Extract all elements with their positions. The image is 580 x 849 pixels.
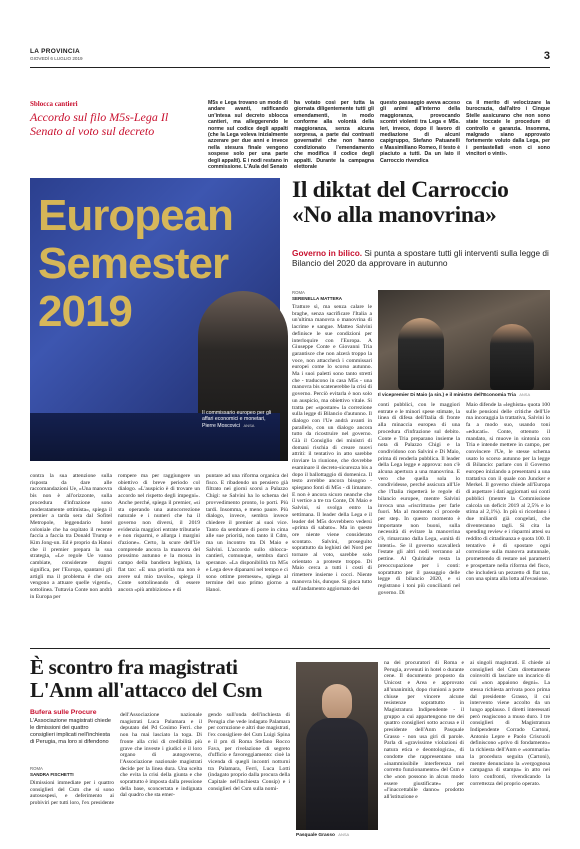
sidebar-col-1: M5s e Lega trovano un modo di andare avanti, ratificando un'intesa sul decreto sblocca cantieri, ma alleggerendo le norme sul codice degli appalti (che la Lega voleva inizialmente azzerare per due anni e invece nella stesura finale vengono sospese solo per una parte degli appalti). E i nodi restano in commissione. L'Aula del Senato (208, 100, 288, 171)
photo-caption-text: Il commissario europeo per gli affari economici e monetari, Pierre Moscovici (202, 410, 272, 429)
page-number: 3 (543, 50, 550, 62)
subheadline-red: Governo in bilico. (292, 248, 363, 258)
photo2-caption-credit: ANSA (519, 392, 531, 397)
photo-caption-credit: ANSA (243, 422, 255, 428)
sidebar-col-2: ha votato così per tutta la giornata diligentemente tutti gli emendamenti, in modo conforme alla volontà della maggioranza, senza alcuna sorpresa, a parte dai contrasti governativi che non hanno condizionato l'emendamento che modifica il codice degli appalti. Durante la campagna elettorale (294, 100, 374, 171)
photo2-figure-2 (490, 324, 534, 390)
header-rule (30, 67, 550, 68)
bottom-photo-caption-credit: ANSA (338, 832, 350, 837)
bottom-headline: È scontro fra magistrati L'Anm all'attacco del Csm (30, 655, 263, 702)
main-col-a: Tratture sì, ma senza calare le braghe, senza sacrificare l'Italia a un'ultima manovra o manovrina di lacrime e sangue. Matteo Salvini definisce le sue condizioni per interloquire con l'Europa. A Giuseppe Conte e Giovanni Tria garantisce che non alzerà troppo la voce, non attaccherà i commissari europei come lo scorso autunno. Ma i suoi paletti sono tanto stretti che - traducono in casa M5s - una manovra bis scatenerebbe la crisi di governo. Perciò evitarla è non solo un auspicio, ma obiettivo vitale. Si tratta per «spostare» la correzione sulla legge di Bilancio d'autunno. Il dialogo con l'Ue andrà avanti in parallelo, con un dialogo ancora tutto da ricostruire nel governo. Già il Consiglio dei ministri di domani rischia di creare nuovi attriti: il tentativo in atto sarebbe rinviare la riunione, che dovrebbe esaminare il decreto-sicurezza bis a dopo il ballottaggio di domenica. Il testo avrebbe ancora bisogno - spiegano fonti di M5s - di limature. E non è ancora sicuro neanche che il vertice a tre tra Conte, Di Maio e Salvini, si svolga entro la settimana. Il leader della Lega e il leader del M5s dovrebbero vedersi «prima di sabato». Ma in queste ore niente viene considerato scontato. Salvini, proseguito soprattutto da leghisti del Nord per tornare al voto, sarebbe solo orientato a proteste troppo. Di Maio cerca a tutti i costi di rimettere insieme i cocci. Niente manovra bis, dunque. Si gioca tutto sull'andamento aggiornato dei (292, 304, 372, 592)
photo-grasso-body (306, 718, 368, 830)
main-col-b: conti pubblici, con le maggiori entrate e le minori spese stimate, la linea di difesa dell'Italia di fronte alla minaccia europea di una procedura d'infrazione sul debito. Conte e Tria preparano insieme la nota di Palazzo Chigi e la condividono con Salvini e Di Maio, prima di renderla pubblica. Il leader della Lega legge e approva: non c'è alcuna apertura a una manovrina. E vero che quella sola lo condividesse, perché assicura all'Ue che l'Italia rispetterà le regole di bilancio europee, mentre Salvini invoca una «riscrittura» per farle fuori. Ma al momento ci procede per step. In questo momento è importante non buoni, sulla necessità di evitare la manovrina c'è, rimarcano dalla Lega, «unità di intenti». Se il governo scavallerà l'estate gli altri nodi verranno al pettine. Al Quirinale resta la preoccupazione per i conti: soprattutto per il passaggio delle legge di bilancio 2020, e si registrano i toni più concilianti nel governo. Di (378, 402, 460, 596)
main-dateline: ROMA (292, 290, 305, 295)
sidebar-kicker: Sblocca cantieri (30, 100, 78, 108)
main-byline: SERENELLA MATTERA (292, 296, 342, 301)
photo2-caption-text: Il vicepremier Di Maio (a sin.) e il ministro dell'Economia Tria (378, 393, 516, 398)
photo-grasso-head (322, 684, 352, 720)
bottom-col-2: dell'Associazione nazionale magistrati Luca Palamara e il deputato del Pd Cosimo Ferri. che non ha mai lasciato la toga. Di fronte alla crisi di credibilità più grave che investe i giudici e il loro organo di autogoverno, l'Associazione nazionale magistrati decide per la linea dura. Una scelta che evita la crisi della giunta e che soprattutto è imposta dalla pressione della base, sconcertata e indignata dal quadro che sta emer- (120, 712, 202, 799)
bottom-col-4: na dei procuratori di Roma e Perugia, avvenuti in hotel o durante cene. Il documento proposto da Unicost e Area e approvato all'unanimità, dopo riunioni a porte chiuse per vincere alcune resistenze soprattutto in Magistratura Indipendente - il gruppo a cui appartengono tre dei quattro consiglieri sotto accusa e il presidente dell'Anm Pasquale Grasso - non usa giri di parole. Parla di «gravissime violazioni di natura etica e deontologica», di condotte che rappresentano una «inammissibile interferenza nel corretto funzionamento» del Csm e che «non possono in alcun modo essere giustificate» per «l'inaccettabile danno» prodotto all'istituzione e (384, 660, 464, 801)
masthead (30, 48, 550, 68)
bottom-photo-caption-text: Pasquale Grasso (296, 833, 335, 838)
bottom-col-3: gendo sull'onda dell'inchiesta di Perugia che vede indagato Palamara per corruzione e altri due magistrati, l'ex consigliere del Csm Luigi Spina e il pm di Roma Stefano Rocco Fava, per rivelazione di segreto d'ufficio e favoreggiamento: cioè la vicenda di quegli incontri notturni tra Palamara, Ferri, Luca Lotti (indagato proprio dalla procura della Capitale nell'inchiesta Consip) e i consiglieri del Csm sulla nomi- (208, 712, 291, 792)
main-col-c: Maio difende la «leghista» quota 100 sulle pensioni delle critiche dell'Ue ma incoraggia la trattativa, Salvini lo fa a modo suo, usando toni «educati». Conte, ottenuto il mandato, si muove in sintonia con Tria e intende mettere in campo, per convincere l'Ue, le stesse schema usato lo scorso autunno per la legge di Bilancio: parlare con il Governo europeo iniziando a presentarsi a una trattativa con il quale con Juncker e Merkel. Il governo chiede all'Europa di aspettare i dati aggiornati sui conti pubblici (mentre la Commissione calcola un deficit 2019 al 2,5% e lo stima al 2,1%). In più si ricordano i due miliardi già congelati, che diventeranno tagli. Si cita la spending review e i risparmi attesi su reddito di cittadinanza e quota 100. Il tentativo è di spostare ogni correzione sulla manovra autunnale, promettendo di restare nei parametri e prospettare nella riforma del fisco, che includerà un pezzetto di flat tax, con una spinta alla lotta all'evasione. (466, 402, 550, 583)
bottom-photo-caption (296, 832, 380, 838)
photo-dimaio-tria (378, 290, 550, 390)
bottom-dateline: ROMA (30, 766, 43, 771)
section-separator (30, 648, 550, 649)
photo-grasso (296, 662, 378, 830)
photo2-caption (378, 392, 550, 399)
sidebar-col-4: ca il merito di velocizzare la burocrazia, dall'altro i Cinque Stelle assicurano che non sono state toccate le procedure di controllo e garanzia. Insomma, malgrado siano approvato fortemente voluto dalla Lega, per i pentastellati «non ci sono vincitori o vinti». (466, 100, 550, 158)
bottom-col-5: ai singoli magistrati. E chiede ai consiglieri del Csm direttamente coinvolti di lasciare un incarico di cui «non appaiono degni». La stessa richiesta arrivata poco prima dal presidente Grasso, il cui intervento viene accolto da un lungo applauso. I diretti interessati però reagiscono a muso duro. I tre consiglieri di Magistratura Indipendente Corrado Cartoni, Antonio Lepre e Paolo Criscuoli definiscono «privo di fondamento» la richiesta dell'Anm e «sommaria» la procedura seguita (Cartoni), mentre denunciano la «vergognosa campagna di stampa» in atto nei loro confronti, rivendicando la correttezza del proprio operato. (470, 660, 550, 787)
main-left-col-2: rompere ma per raggiungere un obiettivo di breve periodo col dialogo. «L'auspicio è di trovare un accordo nel rispetto degli impegni». Anche perché, spiega il premier, «si sta operando una autocorrezione naturale e i numeri che ha il governo non diversi, il 2019 evidenzia maggiori entrate tributarie e non risparmi, e allarga i margini d'azione». Certo, la scure dell'Ue comprende ancora la manovra del prossimo autunno e la mossa in campo della bandiera leghista, la flat tax: «E una priorità ma non è avere sul mio tavolo», spiega il Conte sottolineando di essere ancora «più ambizioso» e di (118, 473, 200, 593)
photo2-figure-1 (398, 318, 444, 390)
bottom-col-1: Dimissioni immediate per i quattro consiglieri del Csm che si sono autosospesi, e deferimento ai probiviri per tutti loro, l'ex presidente (30, 780, 114, 807)
bottom-kicker: Bufera sulle Procure (30, 709, 97, 716)
bottom-byline: SANDRA FISCHETTI (30, 772, 74, 777)
sidebar-title: Accordo sul filo M5s-Lega Il Senato al voto sul decreto (30, 110, 169, 138)
paper-name: LA PROVINCIA (30, 48, 80, 55)
main-left-col-1: contra la sua attenzione sulla risposta da dare alle raccomandazioni Ue, «Una manovra bis non è all'orizzonte, sulla procedura d'infrazione sono moderatamente ottimista», spiega il premier a tarda sera dal Sofitel Metropole, leggendario hotel coloniale che ha ospitato il recente faccia a faccia tra Donald Trump e Kim Jong-un. Ed è proprio da Hanoi che il premier prepara la sua strategia, «Le regole Ue vanno cambiate, considerate dogmi significa, per l'Europa, spantarsi gli artigli ma il problema è che ora vengono a attuare quelle vigenti», sottolinea. Tuttavia Conte non andrà in Europa per (30, 473, 113, 600)
sidebar-col-3: questo passaggio aveva acceso gli animi all'interno della maggioranza, provocando scontri violenti tra Lega e M5s. Ieri, invece, dopo il lavoro di mediazione di alcuni capigruppo, Stefano Patuanelli e Massimiliano Romeo, il testo è piaciuto a tutti. Da un lato il Carroccio rivendica (380, 100, 460, 164)
photo-caption (202, 410, 278, 429)
main-headline: Il diktat del Carroccio «No alla manovrina» (292, 177, 509, 228)
main-photo (30, 178, 280, 461)
issue-date: GIOVEDÌ 6 LUGLIO 2019 (30, 56, 83, 61)
bottom-summary: L'Associazione magistrati chiede le dimissioni dei quattro consiglieri implicati nell'inchiesta di Perugia, ma loro si difendono (30, 718, 111, 745)
sidebar-story (30, 100, 550, 171)
main-subheadline (292, 248, 552, 268)
subheadline-text: Si punta a spostare tutti gli interventi sulla legge di Bilancio del 2020 da approvare in autunno (292, 248, 549, 268)
main-left-col-3: puntare ad una riforma organica del fisco. E ribadendo un pensiero già filtrato nei giorni scorsi a Palazzo Chigi: se Salvini ha lo schema del provvedimento pronto, lo porti. Più tardi. Insomma, e meno paure. Più dialogo, invece, sembra invece chiedere il premier ai suoi vice. Tanto da sembrare di porre in cima alle sue priorità, non tanto il Cdm, ma un incontro tra Di Maio e Salvini. L'accordo sullo sblocca-cantieri, comunque, sembra darci speranze. «La disponibilità tra M5s e Lega deve dipanarsi nel tempo e ci sono ottime premesse», spiega al termine del suo primo giorno a Hanoi. (206, 473, 288, 593)
photo-banner-text: European Semester 2019 (38, 191, 233, 336)
